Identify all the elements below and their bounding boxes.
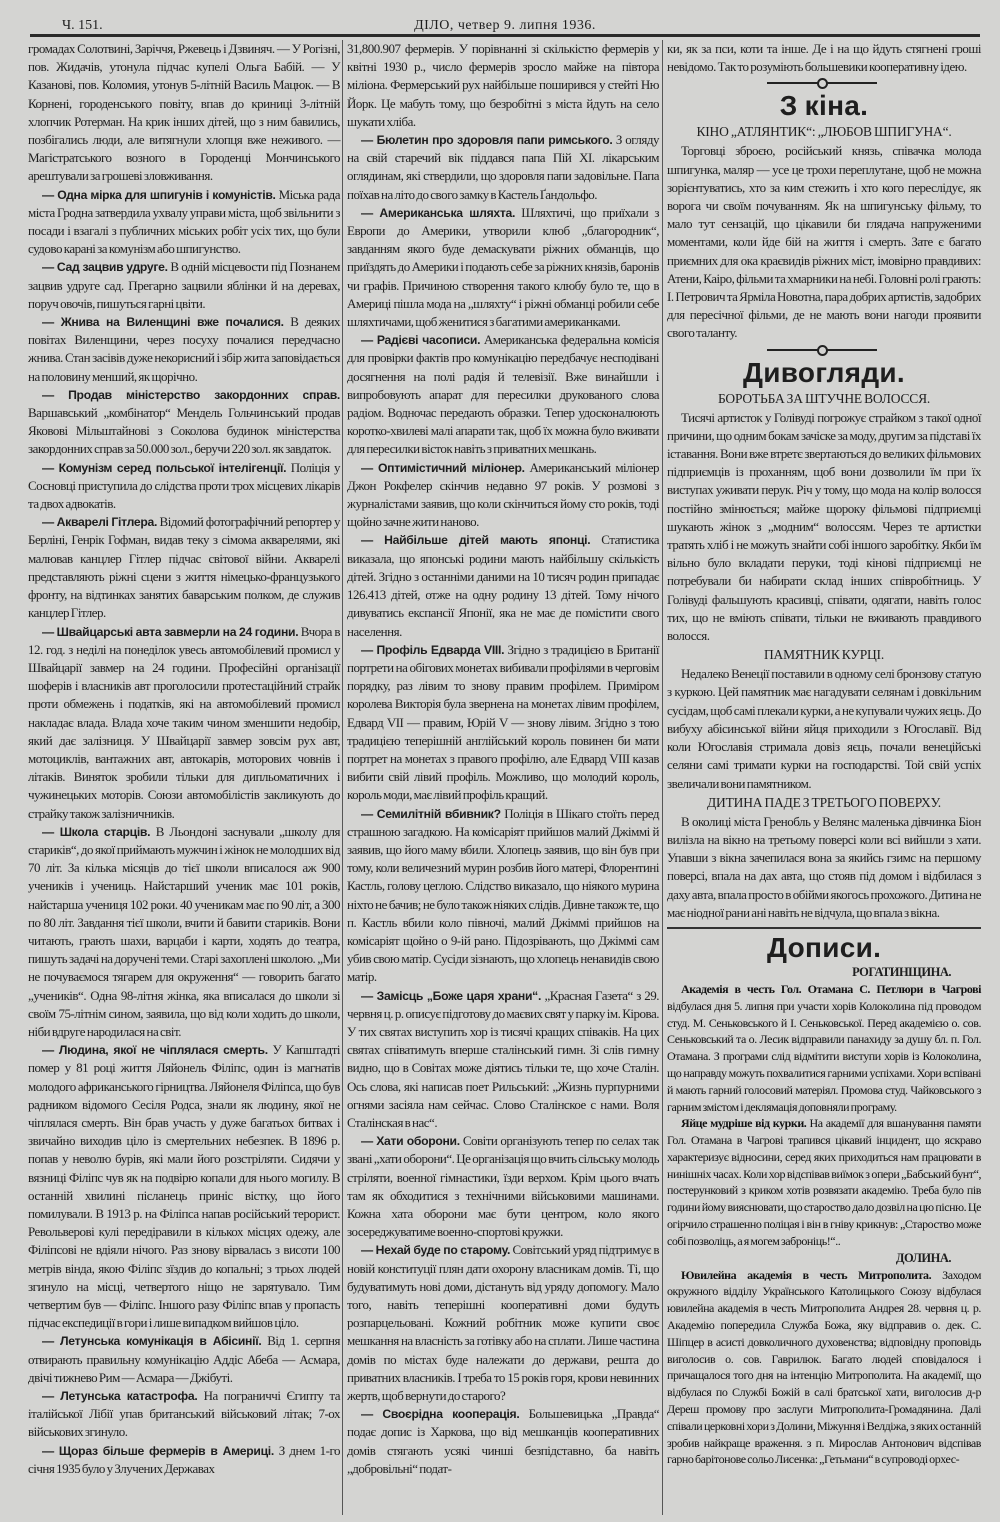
letter <box>667 1267 981 1469</box>
column-3 <box>667 40 981 1468</box>
article <box>28 1387 340 1442</box>
article <box>347 641 659 805</box>
article-title: — Найбільше дітей мають японці. <box>361 533 591 548</box>
article-text: Статистика виказала, що японські родини мають найбільшу скількість дітей. Згідно з останніми даними на 10 тисяч родин припадає 126.413 дітей, отже на одну родину 13 дітей. Тому нічого дивуватись експансії Японії, яка не має де помістити свого населення. <box>347 532 659 639</box>
article-text: Поліція у Сосновці приступила до слідства проти трох місцевих лікарів та двох адвокатів. <box>28 459 341 512</box>
article <box>347 1405 659 1478</box>
section-heading-curiosities: Дивогляди. <box>743 356 905 388</box>
article <box>28 513 340 622</box>
article-text: 31,800.907 фермерів. У порівнанні зі скількістю фермерів у квітні 1930 р., число фермерів зросло майже на півтора міліона. Фермерський рух найбільше поширився у стейті Ню Йорк. Це мабуть тому, що безробітні з міста йдуть на село шукати хліба. <box>347 41 659 129</box>
article-title: — Бюлетин про здоровля папи римського. <box>361 133 613 148</box>
article-title: — Своєрідна кооперація. <box>361 1407 520 1422</box>
article <box>347 987 659 1133</box>
article-text: Большевицька „Правда“ подає допис із Харкова, що від мешканців кооперативних домів стягають усякі чинші безпідставно, ба навіть „добровільні“ подат- <box>347 1406 659 1476</box>
article-text: Совіти організують тепер по селах так звані „хати оборони“. Це організація що вчить сільську молодь стріляти, военної гімнастики, їзди верхом. Крім цього вчать там як обходитися з технічними військовими машинами. Кожна хата оборони має бути центром, коло якого зосереджуватиме военно-спортові кружки. <box>347 1133 659 1240</box>
article <box>28 186 340 259</box>
article <box>347 459 659 532</box>
article-text: В одній місцевости під Познанем зацвив удруге сад. Прегарно зацвили яблінки й на деревах, поруч овочів, пишуться гарні цвіти. <box>28 259 340 311</box>
article-title: — Хати оборони. <box>361 1134 460 1149</box>
column-divider <box>662 40 663 1515</box>
letter-title: Академія в честь Гол. Отамана С. Петлюри в Чагрові <box>681 981 981 996</box>
column-divider <box>342 40 343 1515</box>
article-title: — Людина, якої не чіплялася смерть. <box>42 1043 268 1058</box>
letter <box>667 1115 981 1249</box>
article <box>28 1332 340 1387</box>
place-heading: ДОЛИНА. <box>895 1250 951 1265</box>
article-title: — Сад зацвив удруге. <box>42 260 168 275</box>
ornament-divider <box>667 344 981 356</box>
article-text: Тисячі артисток у Голівуді погрожує страйком з такої одної причини, що одним бокам зачіске за моду, другим за підставі їх іставання. Вони вже втретє звертаються до великих фільмових підприємців із проханням, щоб вони дозволили їм при їх виступах уживати перук. Річ у тому, що мода на колір волосся постійно змінюється; майже щороку фільмові підприємці шукають жінок з „модним“ волоссям. Через те артистки тратять хліб і не можуть знайти собі іншого заробітку. Якби їм вільно було вкладати перуки, тоді кінові підприємці не потребували би набирати склад інших співробітниць. У Голівуді фальшують красивці, співати, одягати, навіть голос тих, що не вміють співати, тільки не вживають правдивого волосся. <box>667 409 981 644</box>
page-header <box>30 14 980 36</box>
article-text: Поліція в Шікаго стоїть перед страшною загадкою. На комісаріят прийшов малий Джіммі й заявив, що його маму вбили. Хлопець заявив, що він був при тому, коли величезний мурин розбив його матері, Флорентині Кастль, голову цеглою. Слідство виказало, що ніякого мурина ніхто не бачив; не було також ніяких слідів. Дивне також те, що п. Кастль вбили коло півночі, малий Джіммі прийшов на комісаріят щойно о 9-ій рано. Підозрівають, що Джіммі сам убив свою матір. Сусіди зізнають, що хлопець ненавидів свою матір. <box>347 805 660 985</box>
article-subheading: ДИТИНА ПАДЕ З ТРЕТЬОГО ПОВЕРХУ. <box>707 794 941 810</box>
article-title: — Одна мірка для шпигунів і комуністів. <box>42 187 276 202</box>
article-text: В Льондоні заснували „школу для стариків“, до якої приймають мужчин і жінок не молодших від 70 літ. За кілька місяців до тієї школи вписалося аж 900 учеників і учениць. Найстарший ученик має 101 років, найстарша учениця 102 роки. 40 ученикам має по 90 літ, а 300 по 80 літ. Завдання тієї школи, вчити й бавити стариків. Вони читають, грають шахи, варцаби і карти, ходять до театра, пишуть задачі на доручені теми. Старі захоплені школою. „Ми не почуваємося тягарем для окруження“ — говорить багато „учеників“. Одна 98-літня жінка, яка вписалася до школи зі своїм 75-літнім сином, заявила, що від коли ходить до школи, ніби вдруге народилася на світ. <box>28 823 341 1039</box>
article-text: З огляду на свій старечий вік піддався папа Пій XI. лікарським оглядинам, які ствердили, що здоровля папи задовільне. Папа поїхав на літо до свого замку в Кастель Ґандольфо. <box>347 132 659 202</box>
article-title: — Оптимістичний міліонер. <box>361 460 525 475</box>
article-title: — Продав міністерство закордонних справ. <box>42 387 340 402</box>
article <box>28 313 340 386</box>
column-1 <box>28 40 340 1478</box>
article-text: Вчора в 12. год. з неділі на понеділок увесь автомобілевий промисл у Швайцарії завмер на 24 години. Професійні організації шоферів і власників авт проголосили протестаційний страйк проти обмежень і податків, які на автомобілевий промисл накладає влада. Влада хоче таким чином зменшити недобір, який дає залізниця. У Швайцарії завмер зовсім рух авт, мотоциклів, вантажних авт, автокарів, моторових човнів і літаків. Виняток зробили тільки для дипльоматичних і чужинецьких моторів. Союзи автомобілістів закликують до страйку також залізничників. <box>28 623 340 821</box>
article-title: — Американська шляхта. <box>361 205 516 220</box>
article-title: — Школа старців. <box>42 824 151 839</box>
article <box>28 823 340 1041</box>
article <box>347 331 659 458</box>
article-text: В деяких повітах Виленщини, через посуху почалися передчасно жнива. Стан засівів дуже некорисний і збір жита заповідається на половину менший, як щорічно. <box>28 314 341 384</box>
article-title: — Акварелі Гітлера. <box>42 515 158 530</box>
article-subheading: ПАМЯТНИК КУРЦІ. <box>763 647 885 663</box>
article <box>347 531 659 640</box>
section-heading-cinema: З кіна. <box>779 90 869 122</box>
ornament-divider <box>667 77 981 89</box>
masthead: ДІЛО, четвер 9. липня 1936. <box>414 18 596 33</box>
article-title: — Летунська катастрофа. <box>42 1389 198 1404</box>
section-rule <box>667 927 981 929</box>
article-title: — Семилітній вбивник? <box>361 806 501 821</box>
article-text: Від 1. серпня отвирають правильну комунікацію Аддіс Абеба — Асмара, двічі тижнево Рим — Асмара — Джібуті. <box>28 1333 340 1385</box>
letter-text: Заходом окружного відділу Українського Католицького Союзу відбулася ювилейна академія в честь Митрополита Андрея 28. червня ц. р. Академію попередила Служба Божа, яку відправив о. дек. С. Шіпцер в асисті довколичного духовенства; відповідну проповідь виголосив о. сов. Гаврилюк. Багато людей сповідалося і причащалося того дня на інтенцію Митрополита. На академії, що відбулася по Службі Божій в салі братської хати, виголосив д-р Дереш промову про заслуги Митрополита-Громадянина. Далі співали церковні хори з Долини, Міжуння і Велдіжа, з яких останній зробив найкраще враження. з п. Мирослав Антонович відспівав гарно барітонове сольо Лисенка: „Гетьмани“ в супроводі орхес- <box>667 1267 981 1467</box>
letter-title: Ювилейна академія в честь Митрополита. <box>681 1267 932 1282</box>
article-text: громадах Солотвині, Заріччя, Ржевець і Дзвиняч. — У Рогізні, пов. Жидачів, утонула підчас купелі Ольга Бабій. — У Казанові, пов. Коломия, утонув 5-літній Василь Мацюк. — В Корнені, городенського повіту, впав до криниці 3-літній хлопчик Ротерман. На крик інших дітей, що з ним бавились, позбігались люди, але витягнули хлопця вже неживого. — Магістратського возного в Городенці Мончинського арештували за грошеві зловживання. <box>28 41 340 184</box>
article-text: Згідно з традицією в Британії портрети на обігових монетах вибивали профілями в черговім порядку, раз лівим то знову правим профілем. Приміром королева Викторія була звернена на монетах лівим профілем, Едвард VII — правим, Юрій V — знову лівим. Згідно з тою традицією теперішній англійський король повинен би мати портрет на монетах з правого профілю, але Едвард VIII казав вибити свій лівий профіль. Можливо, що молодий король, король моди, має лівий профіль кращий. <box>347 641 659 803</box>
article-text: Торговці зброєю, російський князь, співачка молода шпигунка, маляр — усе це трохи переплутане, щоб не можна зорієнтуватись, хто за ким стежить і хто кого переслідує, як ворога чи своїм почуванням. Як на шпигунську фільму, то мало тут сензацій, що цікавили би глядача напруженими моментами, коли йде бій на життя і смерть. Зате є багато приємних для ока краєвидів ріжних міст, імовірно правдивих: Атени, Каіро, фільми та хмарники на небі. Головні ролі грають: І. Петрович та Ярміла Новотна, пара добрих артистів, задобрих для пересічної фільми, де не мають вони нагоди проявити свого таланту. <box>667 143 981 341</box>
place-heading: РОГАТИНЩИНА. <box>852 964 951 979</box>
letter-text: На академії для вшанування памяти Гол. Отамана в Чагрові трапився цікавий інцидент, що яскраво характеризує відносини, серед яких приходиться нам працювати в нинішніх часах. Коли хор відспівав виїмок з опери „Бабський бунт“, постерунковий з криком хотів розвязати академію. Треба було пів години йому вияснювати, що староство дало дозвіл на цю пісню. Це огірчило страшенно поліцая і він в гніву крикнув: „Староство може собі позволіць, а я могем заброніць!“.. <box>667 1116 981 1248</box>
article-text: Американський міліонер Джон Рокфелер скінчив недавно 97 років. У розмові з журналістами заявив, що коли скінчиться йому сто років, тоді щойно зачне жити наново. <box>347 459 659 530</box>
article-continuation: ки, як за пси, коти та інше. Де і на що йдуть стягнені гроші невідомо. Так то розуміють большевики кооперативну ідею. <box>667 41 981 75</box>
letter-title: Яйце мудріше від курки. <box>681 1116 807 1131</box>
article-text: Шляхтичі, що приїхали з Европи до Америки, утворили клюб „благородник“, завданням якого буде демаскувати ріжних обманців, що приїздять до Америки і подають себе за ріжних князів, баронів чи графів. Причиною створення такого клюбу було те, що в Америці пішла мода на „шляхту“ і ріжні обманці робили себе шляхтичами, щоб женитися з багатими американками. <box>347 204 660 330</box>
article <box>28 258 340 313</box>
article-text: Відомий фотографічний репортер у Берліні, Генрік Гофман, видав теку з сімома акварелями, які малював канцлер Гітлер підчас світової війни. Акварелі представляють ріжні сцени з життя німецько-французького фронту, на відтинках занятих баварським полком, де служив канцлер Гітлер. <box>28 514 340 621</box>
article <box>347 1241 659 1405</box>
article-text: На пограниччі Єгипту та італійської Лібії упав британський військовий літак; 7-ох військових згинуло. <box>28 1388 340 1440</box>
article <box>28 386 340 459</box>
article-text: „Красная Газета“ з 29. червня ц. р. описує підготову до маєвих свят у парку ім. Кірова. У тих святах виступить хор із тисячі кращих співаків. На цих святах співатимуть вперше сталінський гимн. Зі слів гимну видно, що в Совітах може діятись тільки те, що хоче Сталін. Ось слова, які написав поет Рильський: „Жизнь пурпурними огнями засіяла нам сейчас. Слово Сталінское с нами. Воля Сталінская в нас“. <box>347 987 659 1130</box>
article-text: У Капштадті помер у 81 році життя Ляйонель Філіпс, один із магнатів молодого африканського гірництва. Ляйонеля Філіпса, що був радником відомого Сесіля Родса, знали як людину, якої не чіплялася смерть. Він брав участь у дуже багатьох битвах і звичайно виходив ціло із смертельних небезпек. В 1896 р. попав у неволю бурів, які мали його розстріляти. Сидячи у вязниці Філіпс чув як на подвірю копали для нього могилу. В останній хвилині післанець приніс вістку, що його помилували. В 1913 р. на Філіпса напав російський терорист. Револьверові кулі передіравили в кількох місцях одежу, але Філіпсові не вдіяли нічого. Раз знову вірвалась з висоти 100 метрів вінда, якою Філіпс зїздив до копальні; з трьох людей згинуло на місці, четвертого ніщо не зарятувало. Тим четвертим був — Філіпс. Іншого разу Філіпс впав у пропасть підчас експедиції в гори і лише випадком вийшов ціло. <box>28 1042 340 1331</box>
article-title: — Радієві часописи. <box>361 333 481 348</box>
article-text: Совітський уряд підтримує в новій конституції плян дати охорону власникам домів. Ті, що будуватимуть нові доми, дістануть від уряду допомогу. Мало того, навіть теперішні кооперативні доми будуть розпарцельовані. Кожний робітник може купити своє мешкання на власність за готівку або на сплати. Лише частина домів по містах буде належати до держави, решта до приватних власників. І треба то 15 років горя, крови невинних жертв, щоб вернути до старого? <box>347 1242 660 1404</box>
article <box>28 1442 340 1478</box>
issue-number: Ч. 151. <box>62 18 103 33</box>
article <box>347 204 659 331</box>
article-subheading: БОРОТЬБА ЗА ШТУЧНЕ ВОЛОССЯ. <box>717 390 931 406</box>
article <box>347 1132 659 1241</box>
article-title: — Жнива на Виленщині вже почалися. <box>42 315 284 330</box>
article-title: — Профіль Едварда VIII. <box>361 642 505 657</box>
article-text: Варшавський „комбінатор“ Мендель Гольчинський продав Яковові Мільштайнові з Соколова будинок міністерства закордонних справ за 50.000 зол., беручи 220 зол. як завдаток. <box>28 405 340 457</box>
article <box>28 459 340 514</box>
article-text: З днем 1-го січня 1935 було у Злучених Державах <box>28 1442 340 1476</box>
article-title: — Нехай буде по старому. <box>361 1243 511 1258</box>
article <box>347 805 659 987</box>
letter <box>667 981 981 1115</box>
article-text: Міська рада міста Гродна затвердила ухвалу управи міста, щоб звільнити з посади і взагалі з публичних міських робіт усіх тих, що були судово карані за комунізм або шпигунство. <box>28 186 340 257</box>
section-heading-letters: Дописи. <box>767 931 882 963</box>
column-2 <box>347 40 659 1478</box>
article-title: — Замісць „Боже царя храни“. <box>361 988 542 1003</box>
article <box>28 623 340 823</box>
letter-text: відбулася дня 5. липня при участи хорів Колоколина під проводом студ. М. Сеньковського й І. Сеньковської. Перед академією о. сов. Сеньковський та о. Лесик відправили панахиду за душу бл. п. Гол. Отамана. З програми слід відмітити виступи хорів із Колоколина, що направду можуть похвалитися гарними успіхами. Хори вспівані й мають гарний голосовий матеріял. Промова студ. Чайковського з гарним змістом і деклямація доповняли програму. <box>667 998 981 1114</box>
article-text: Недалеко Венеції поставили в одному селі бронзову статую з куркою. Цей памятник має нагадувати селянам і довкільним сусідам, щоб самі плекали курки, а не купували чужих яєць. До вибуху абісинської війни яйця приходили з Югославії. Від коли Югославія стримала довіз яєць, почали венеційські селяни самі тримати курки на господарстві. Той свій успіх звеличали вони памятником. <box>667 666 981 791</box>
article-text: В околиці міста Гренобль у Велянс маленька дівчинка Біон вилізла на вікно на третьому поверсі коли всі вийшли з хати. Упавши з вікна зачепилася вона за якийсь гзимс на першому поверсі, впала на дах авта, що стояв під домом і відбилася з даху авта, впала просто в обійми якогось прохожого. Дитина не має ніодної рани ані навіть не відчула, що впала з вікна. <box>667 813 981 920</box>
article <box>347 40 659 131</box>
header-rule <box>30 34 980 37</box>
article-subheading: КІНО „АТЛЯНТИК“: „ЛЮБОВ ШПИГУНА“. <box>696 124 952 140</box>
article-title: — Комунізм серед польської інтелігенції. <box>42 460 287 475</box>
article-title: — Швайцарські авта завмерли на 24 години. <box>42 624 299 639</box>
article-title: — Летунська комунікація в Абісинії. <box>42 1334 262 1349</box>
article-text: Американська федеральна комісія для провірки фактів про комунікацію передбачує несподівані досягнення на полі радія й телевізії. Вже винайшли і випробовують апарат для пересилки друкованого слова радіом. Водночас передають образки. Тепер удосконалюють коротко-хвилеві малі апарати так, щоб їх можна було вживати для пересилки вісток навіть з приватних мешкань. <box>347 332 659 457</box>
article-title: — Щораз більше фермерів в Америці. <box>42 1443 274 1458</box>
article <box>28 40 340 186</box>
article <box>347 131 659 204</box>
article <box>28 1041 340 1332</box>
